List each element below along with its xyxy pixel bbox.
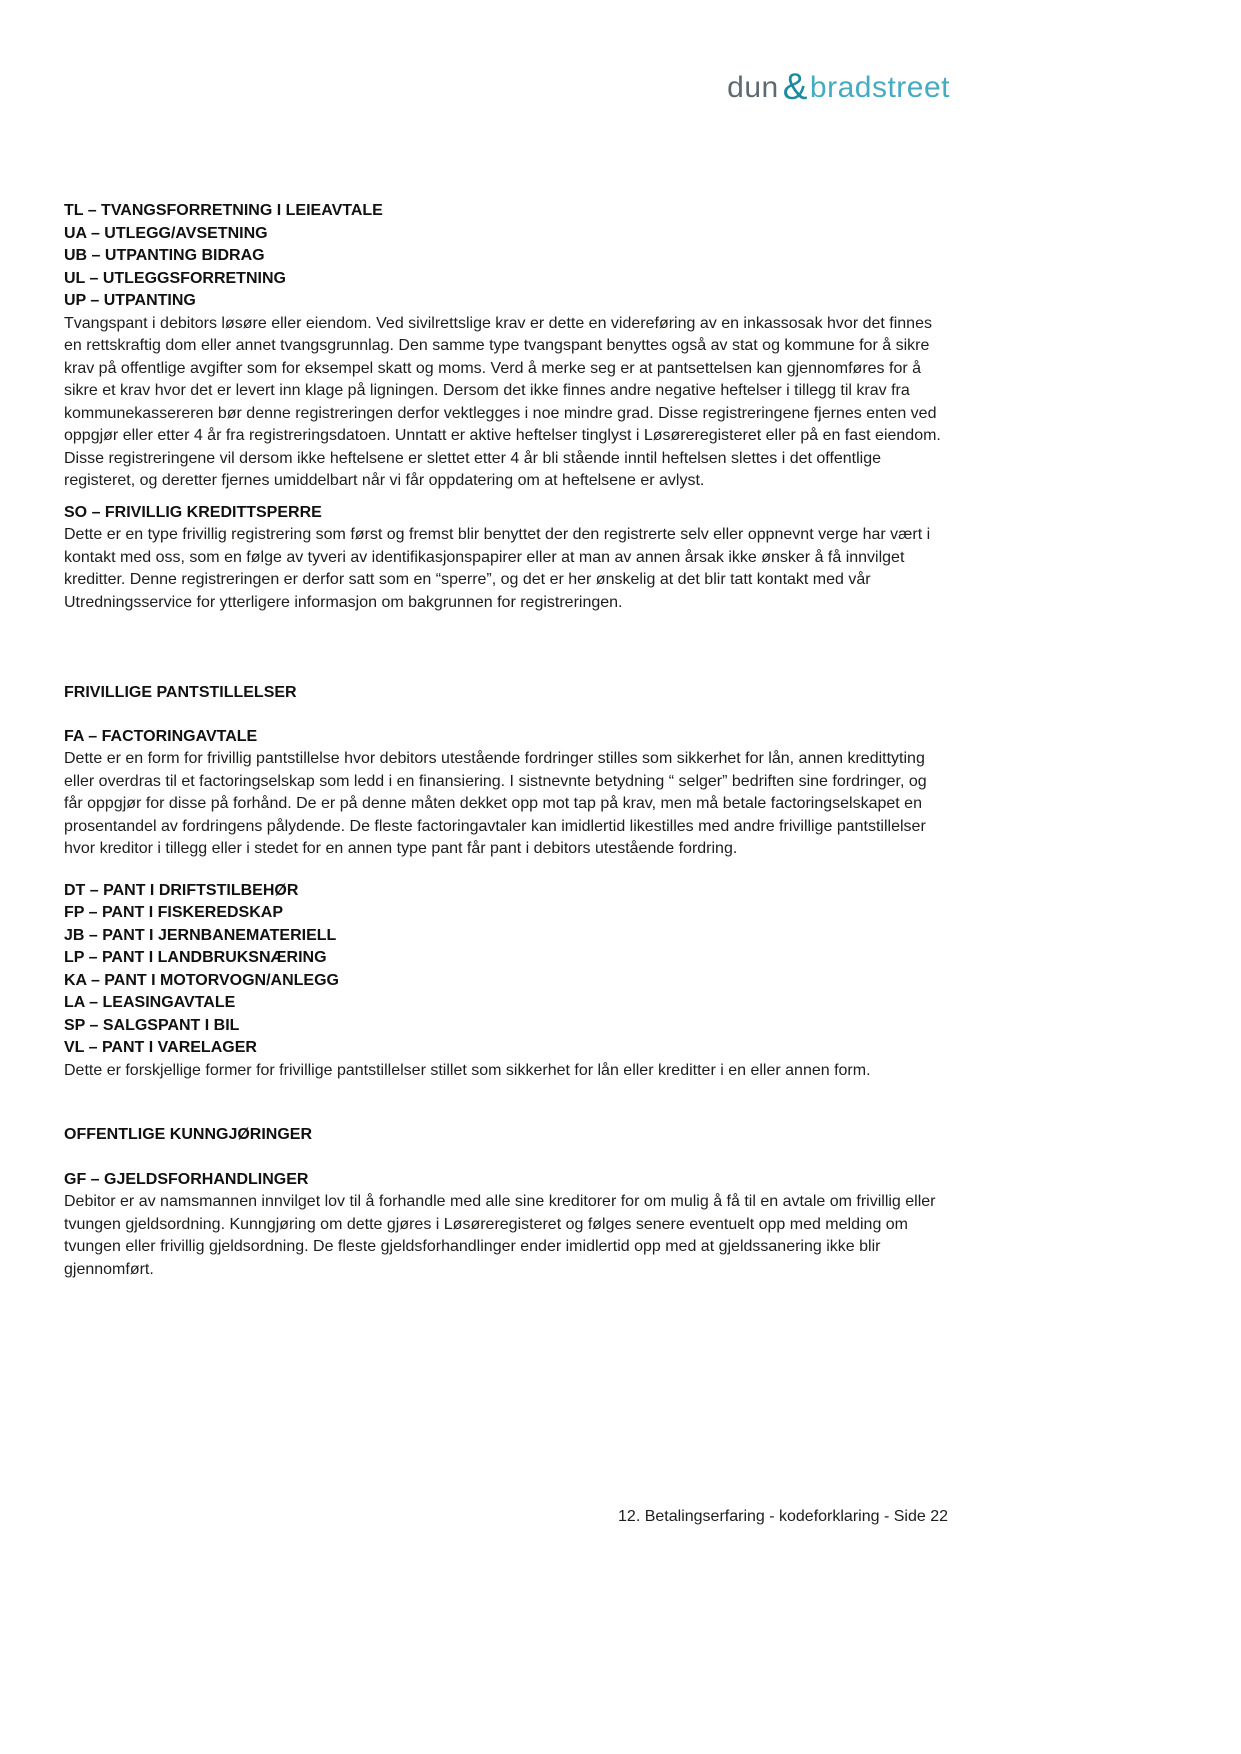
code-heading-sp: SP – SALGSPANT I BIL xyxy=(64,1016,240,1034)
paragraph-gf: Debitor er av namsmannen innvilget lov til å forhandle med alle sine kreditorer for om mulig å få til en avtale om frivillig eller tvungen gjeldsordning. Kunngjøring om dette gjøres i Løsøreregisteret og følges senere eventuelt opp med melding om tvungen eller frivillig gjeldsordning. De fleste gjeldsforhandlinger ender imidlertid opp med at gjeldssanering ikke blir gjennomført. xyxy=(64,1193,936,1278)
logo-text-bradstreet: bradstreet xyxy=(809,71,950,104)
paragraph-so: Dette er en type frivillig registrering som først og fremst blir benyttet der den registrerte selv eller oppnevnt verge har vært i kontakt med oss, som en følge av tyveri av identifikasjonspapirer eller at man av annen årsak ikke ønsker å få innvilget kreditter. Denne registreringen er derfor satt som en “sperre”, og det er her ønskelig at det blir tatt kontakt med vår Utredningsservice for ytterligere informasjon om bakgrunnen for registreringen. xyxy=(64,526,931,611)
dun-bradstreet-logo xyxy=(727,64,950,106)
paragraph-pant: Dette er forskjellige former for frivillige pantstillelser stillet som sikkerhet for lån eller kreditter i en eller annen form. xyxy=(64,1061,871,1079)
code-heading-fa: FA – FACTORINGAVTALE xyxy=(64,727,258,745)
code-heading-gf: GF – GJELDSFORHANDLINGER xyxy=(64,1170,309,1188)
paragraph-tvangs: Tvangspant i debitors løsøre eller eiendom. Ved sivilrettslige krav er dette en videreføring av en inkassosak hvor det finnes en rettskraftig dom eller annet tvangsgrunnlag. Den samme type tvangspant benyttes også av stat og kommune for å sikre krav på offentlige avgifter som for eksempel skatt og moms. Verd å merke seg er at pantsettelsen kan gjennomføres for å sikre et krav hvor det er levert inn klage på ligningen. Dersom det ikke finnes andre negative heftelser i tillegg til krav fra kommunekassereren bør denne registreringen derfor vektlegges i noe mindre grad. Disse registreringene fjernes enten ved oppgjør eller etter 4 år fra registreringsdatoen. Unntatt er aktive heftelser tinglyst i Løsøreregisteret eller på en fast eiendom. Disse registreringene vil dersom ikke heftelsene er slettet etter 4 år bli stående inntil heftelsen slettes i det offentlige registeret, og deretter fjernes umiddelbart når vi får oppdatering om at heftelsene er avlyst. xyxy=(64,314,941,489)
section-title-offentlige: OFFENTLIGE KUNNGJØRINGER xyxy=(64,1126,313,1143)
code-heading-tl: TL – TVANGSFORRETNING I LEIEAVTALE xyxy=(64,202,383,219)
code-heading-lp: LP – PANT I LANDBRUKSNÆRING xyxy=(64,949,327,966)
logo-text-dun: dun xyxy=(727,71,779,104)
logo-ampersand-icon: & xyxy=(782,66,808,107)
code-heading-vl: VL – PANT I VARELAGER xyxy=(64,1039,257,1056)
code-heading-ul: UL – UTLEGGSFORRETNING xyxy=(64,269,286,287)
code-heading-fp: FP – PANT I FISKEREDSKAP xyxy=(64,904,283,921)
code-heading-ub: UB – UTPANTING BIDRAG xyxy=(64,247,265,264)
code-heading-up: UP – UTPANTING xyxy=(64,292,196,309)
code-heading-group-pant xyxy=(64,880,948,1060)
section-title-frivillige: FRIVILLIGE PANTSTILLELSER xyxy=(64,684,297,701)
code-heading-ka: KA – PANT I MOTORVOGN/ANLEGG xyxy=(64,971,339,989)
paragraph-fa: Dette er en form for frivillig pantstillelse hvor debitors utestående fordringer stilles som sikkerhet for lån, annen kredittyting eller overdras til et factoringselskap som ledd i en finansiering. I sistnevnte betydning “ selger” bedriften sine fordringer, og får oppgjør for disse på forhånd. De er på denne måten dekket opp mot tap på krav, men må betale factoringselskapet en prosentandel av fordringens pålydende. De fleste factoringavtaler kan imidlertid likestilles med andre frivillige pantstillelser hvor kreditor i tillegg eller i stedet for en annen type pant får pant i debitors utestående fordring. xyxy=(64,750,927,857)
code-heading-group-tvangs xyxy=(64,200,948,313)
page-footer: 12. Betalingserfaring - kodeforklaring - Side 22 xyxy=(618,1508,948,1525)
code-heading-ua: UA – UTLEGG/AVSETNING xyxy=(64,224,268,242)
code-heading-la: LA – LEASINGAVTALE xyxy=(64,994,236,1011)
document-content xyxy=(64,200,948,1281)
code-heading-jb: JB – PANT I JERNBANEMATERIELL xyxy=(64,926,337,944)
code-heading-dt: DT – PANT I DRIFTSTILBEHØR xyxy=(64,881,299,899)
code-heading-so: SO – FRIVILLIG KREDITTSPERRE xyxy=(64,503,322,521)
